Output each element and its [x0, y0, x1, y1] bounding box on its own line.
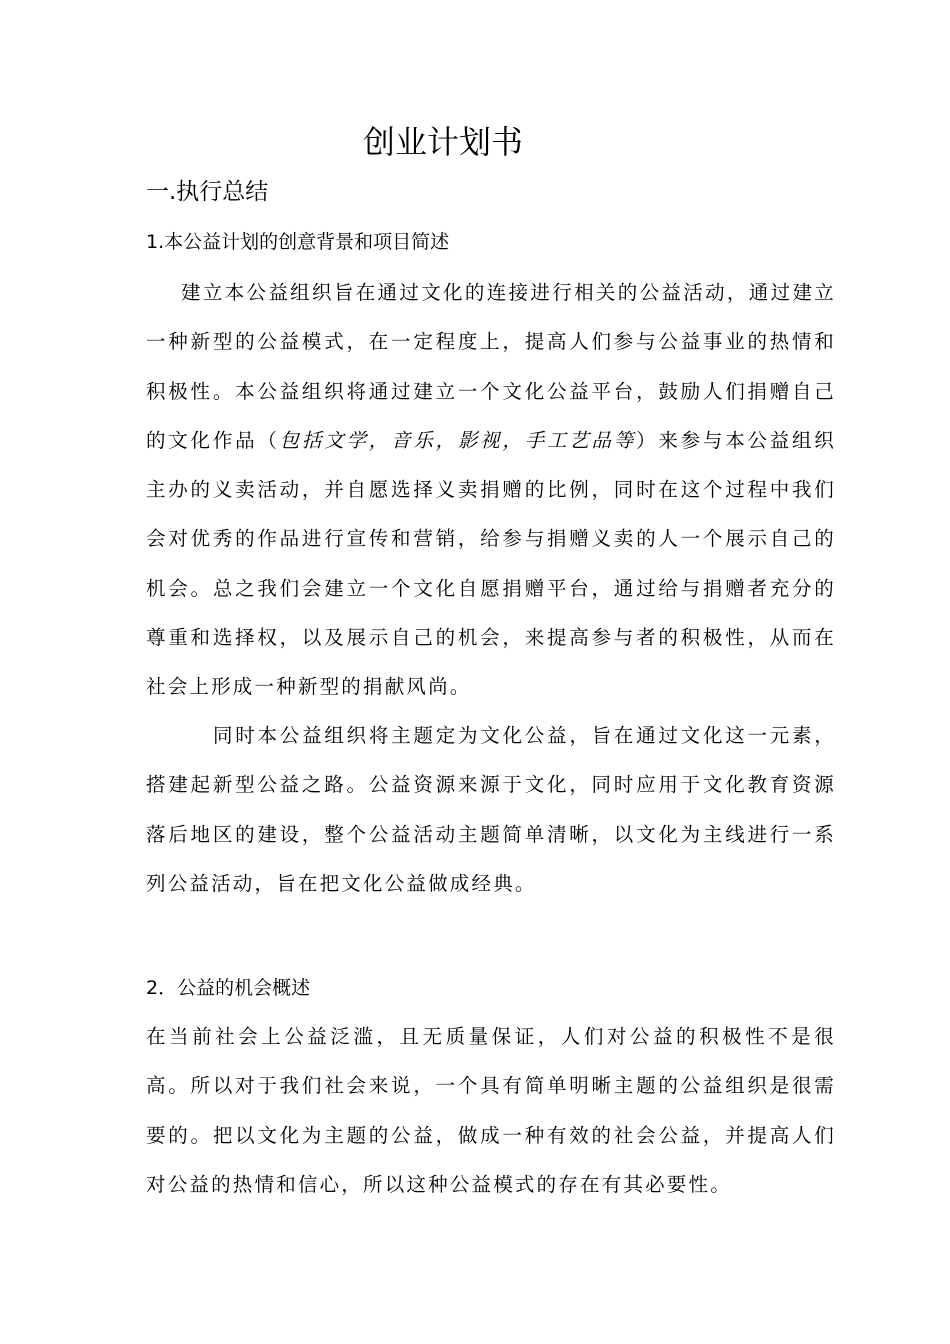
subsection-heading-opportunity: 2．公益的机会概述 — [146, 977, 311, 999]
paragraph-italic-examples: 包括文学，音乐，影视，手工艺品等 — [279, 428, 637, 452]
paragraph-background-2: 同时本公益组织将主题定为文化公益，旨在通过文化这一元素，搭建起新型公益之路。公益资源来源于文化，同时应用于文化教育资源落后地区的建设，整个公益活动主题简单清晰，以文化为主线进行一系列公益活动，旨在把文化公益做成经典。 — [146, 724, 836, 895]
paragraph-opportunity: 在当前社会上公益泛滥，且无质量保证，人们对公益的积极性不是很高。所以对于我们社会来说，一个具有简单明晰主题的公益组织是很需要的。把以文化为主题的公益，做成一种有效的社会公益，并提高人们对公益的热情和信心，所以这种公益模式的存在有其必要性。 — [146, 1025, 836, 1196]
paragraph-text: ）来参与本公益组织主办的义卖活动，并自愿选择义卖捐赠的比例，同时在这个过程中我们会对优秀的作品进行宣传和营销，给参与捐赠义卖的人一个展示自己的机会。总之我们会建立一个文化自愿捐赠平台，通过给与捐赠者充分的尊重和选择权，以及展示自己的机会，来提高参与者的积极性，从而在社会上形成一种新型的捐献风尚。 — [146, 428, 837, 699]
subsection-heading-background: 1.本公益计划的创意背景和项目简述 — [146, 231, 450, 253]
paragraph-text: 建立本公益组织旨在通过文化的连接进行相关的公益活动，通过建立一种新型的公益模式，在一定程度上，提高人们参与公益事业的热情和积极性。本公益组织将通过建立一个文化公益平台，鼓励人们捐赠自己的文化作品（ — [146, 281, 836, 452]
document-title: 创业计划书 — [362, 123, 523, 161]
section-heading-executive-summary: 一.执行总结 — [146, 179, 269, 205]
paragraph-background-1 — [146, 268, 836, 712]
